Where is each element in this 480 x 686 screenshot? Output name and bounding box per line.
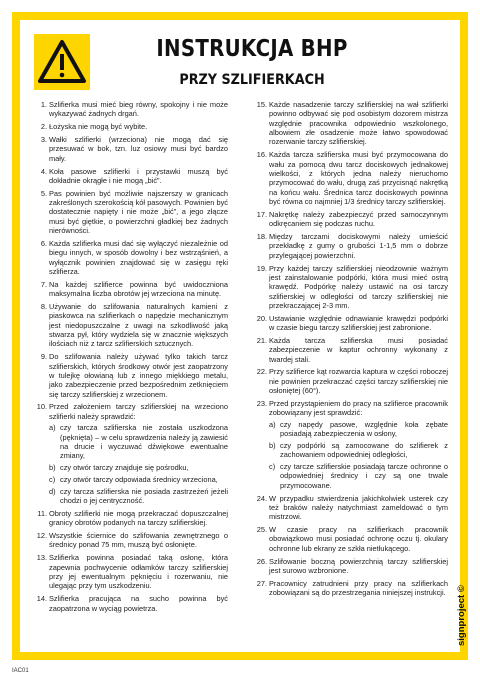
instruction-subitem (269, 462, 448, 490)
instruction-text: Do szlifowania należy używać tylko takich tarcz szlifierskich, których środkowy otwór jest zaopatrzony w tulejkę ołowianą lub z innego miękkiego metalu, jako zabezpieczenie przed bezpośrednim zetknięciem się tarczy szlifierskiej z wrzecionem. (49, 352, 228, 399)
instruction-number: 24 . (252, 494, 267, 503)
instruction-subitem (49, 463, 228, 472)
instruction-text: Pracownicy zatrudnieni przy pracy na szlifierkach zobowiązani są do przestrzegania niniejszej instrukcji. (269, 578, 448, 598)
instruction-text: Przy szlifierce kąt rozwarcia kaptura w części roboczej nie powinien przekraczać części tarczy szlifierskiej nie osłoniętej (60°). (269, 367, 448, 396)
subitem-letter: a ) (269, 420, 276, 429)
instruction-text: Przed założeniem tarczy szlifierskiej na wrzeciono szlifierki należy sprawdzić: (49, 402, 228, 421)
instruction-text: Koła pasowe szlifierki i przystawki muszą być dokładnie okrągłe i nie mogą „bić”. (49, 166, 228, 185)
subitem-letter: c ) (49, 475, 55, 484)
instruction-text: Szlifowanie boczną powierzchnią tarczy szlifierskiej jest surowo wzbronione. (269, 556, 448, 575)
instruction-text: Ustawianie względnie odnawianie krawędzi podpórki w czasie biegu tarczy szlifierskiej jest zabronione. (269, 313, 448, 333)
instruction-number: 8 . (32, 302, 47, 311)
instruction-item (252, 100, 448, 147)
instruction-number: 25 . (252, 525, 267, 534)
page-subtitle: PRZY SZLIFIERKACH (179, 72, 325, 88)
instruction-item (252, 525, 448, 553)
instruction-text: Łożyska nie mogą być wybite. (49, 122, 148, 132)
subitem-text: czy tarcza szlifierska nie została uszkodzona (pęknięta) – w celu sprawdzenia należy ją zawiesić na drucie i wyczuwać dźwiękowe ewentualne zmiany, (60, 423, 228, 461)
instruction-text: Wszystkie ściernice do szlifowania zewnętrznego o średnicy ponad 75 mm, muszą być osłonięte. (49, 531, 228, 550)
instruction-text: Każda tarcza szlifierska musi być przymocowana do wału za pomocą dwu tarcz dociskowych jednakowej wielkości, z których jedna należy nieruchomo przymocować do wału, drugą zaś przycisnąć nakrętką na końcu wału. Średnica tarcz dociskowych powinna być równa co najmniej 1/3 średnicy tarczy szlifierskiej. (269, 150, 448, 206)
instruction-item (252, 150, 448, 206)
instruction-number: 7 . (32, 280, 47, 289)
instruction-item (252, 367, 448, 395)
instruction-number: 6 . (32, 239, 47, 248)
instruction-number: 10 . (32, 402, 47, 411)
instruction-text: Wałki szlifierki (wrzeciona) nie mogą dać się przesuwać w bok, tzn. luz osiowy musi być bardzo mały. (49, 135, 228, 163)
instruction-text: Szlifierka musi mieć bieg równy, spokojny i nie może wykazywać żadnych drgań. (49, 100, 228, 119)
subitem-text: czy podpórki są zamocowane do szlifierek z zachowaniem odpowiedniej odległości, (280, 440, 448, 460)
instruction-text: Pas powinien być możliwie najszerszy w granicach zakreślonych szerokością kół pasowych. Powinien być dostatecznie napięty i nie może „bić”, a jego złącze musi być giętkie, o powierzchni gładkiej bez żadnych nierówności. (49, 188, 228, 236)
instruction-text: Między tarczami dociskowymi należy umieścić przekładkę z gumy o grubości 1-1,5 mm o dobrze przylegającej powierzchni. (269, 231, 448, 260)
subitem-text: czy napędy pasowe, względnie koła zębate posiadają zabezpieczenia w osłony, (280, 419, 448, 438)
instruction-number: 23 . (252, 399, 267, 408)
instruction-number: 16 . (252, 150, 267, 159)
instruction-item (252, 336, 448, 364)
instruction-item (252, 579, 448, 598)
instruction-item (252, 264, 448, 311)
instruction-number: 20 . (252, 314, 267, 323)
instruction-sublist (49, 423, 228, 505)
instruction-item (32, 280, 228, 299)
instruction-text: Każda szlifierka musi dać się wyłączyć niezależnie od biegu innych, w sposób dowolny i bez wstrząśnień, a wyłącznik powinien znajdować się w zasięgu ręki szlifierza. (49, 238, 228, 276)
instruction-item (32, 352, 228, 399)
instruction-item (32, 509, 228, 528)
instruction-item (32, 189, 228, 236)
instruction-number: 21 . (252, 336, 267, 345)
warning-triangle-icon (34, 34, 90, 90)
instruction-text: Przed przystąpieniem do pracy na szlifierce pracownik zobowiązany jest sprawdzić: (269, 398, 448, 418)
instruction-subitem (269, 420, 448, 439)
subitem-text: czy otwór tarczy odpowiada średnicy wrzeciona, (60, 474, 218, 484)
instruction-number: 12 . (32, 531, 47, 540)
subitem-letter: a ) (49, 423, 56, 432)
instruction-item (252, 314, 448, 333)
instructions-right-column (252, 100, 448, 601)
brand-label: signproject © (456, 585, 467, 646)
sign-panel (20, 20, 467, 652)
instruction-text: Każde nasadzenie tarczy szlifierskiej na wał szlifierki powinno odbywać się pod osobistym dozorem mistrza względnie pracownika odpowiednio wszkolonego, albowiem złe osadzenie może łatwo spowodować rozerwanie tarczy szlifierskiej. (269, 100, 448, 147)
instruction-item (252, 494, 448, 522)
instruction-text: W czasie pracy na szlifierkach pracownik obowiązkowo musi posiadać ochronę oczu tj. okulary ochronne lub ekrany ze szkła nietłukącego. (269, 525, 448, 553)
subitem-text: czy otwór tarczy znajduje się pośrodku, (60, 463, 189, 473)
instruction-text: Każda tarcza szlifierska musi posiadać zabezpieczenie w kaptur ochronny wykonany z twardej stali. (269, 335, 448, 364)
instruction-subitem (49, 423, 228, 460)
instruction-number: 26 . (252, 557, 267, 566)
instruction-number: 9 . (32, 352, 47, 361)
instruction-text: Obroty szlifierki nie mogą przekraczać dopuszczalnej granicy obrotów podanych na tarczy szlifierskiej. (49, 508, 228, 528)
instruction-text: Przy każdej tarczy szlifierskiej nieodzownie ważnym jest zainstalowanie podpórki, która musi mieć ostrą krawędź. Podpórkę należy ustawić na osi tarczy szlifierskiej w odległości od tarczy szlifierskiej nie przekraczającej 2-3 mm. (269, 263, 448, 310)
instruction-subitem (269, 441, 448, 460)
instruction-item (32, 531, 228, 550)
instruction-item (252, 210, 448, 229)
instruction-item (32, 167, 228, 186)
instructions-left-column (32, 100, 228, 616)
instruction-item (252, 232, 448, 260)
instruction-number: 14 . (32, 594, 47, 603)
instruction-text: Nakrętkę należy zabezpieczyć przed samoczynnym odkręcaniem się podczas ruchu. (269, 209, 448, 229)
instruction-number: 17 . (252, 210, 267, 219)
instruction-text: Szlifierka pracująca na sucho powinna być zaopatrzona w wyciąg powietrza. (49, 594, 228, 613)
instruction-number: 19 . (252, 264, 267, 273)
instruction-number: 27 . (252, 579, 267, 588)
instruction-subitem (49, 475, 228, 484)
instruction-number: 3 . (32, 135, 47, 144)
page-title: INSTRUKCJA BHP (156, 36, 348, 62)
instruction-text: Używanie do szlifowania naturalnych kamieni z piaskowca na szlifierkach o napędzie mechanicznym jest niedopuszczalne z uwagi na szkodliwość jaką stwarza pył, który wydziela się w znacznie większych ilościach niż z tarcz szlifierskich sztucznych. (49, 302, 228, 349)
subitem-letter: b ) (49, 463, 56, 472)
instruction-number: 5 . (32, 189, 47, 198)
instruction-number: 1 . (32, 100, 47, 109)
instruction-item (32, 122, 228, 131)
instruction-item (252, 399, 448, 490)
instruction-item (32, 135, 228, 163)
instruction-subitem (49, 487, 228, 506)
instruction-text: Szlifierka powinna posiadać taką osłonę, która zapewnia pochwycenie odłamków tarczy szlifierskiej przy jej ewentualnym pęknięciu i rozerwaniu, nie ulegając przy tym uszkodzeniu. (49, 553, 228, 591)
instruction-item (32, 402, 228, 505)
instruction-number: 22 . (252, 367, 267, 376)
instruction-number: 2 . (32, 122, 47, 131)
instruction-number: 13 . (32, 553, 47, 562)
instruction-text: Na każdej szlifierce powinna być uwidoczniona maksymalna liczba obrotów jej wrzeciona na minutę. (49, 279, 228, 299)
instruction-sublist (269, 420, 448, 490)
instruction-item (252, 557, 448, 576)
instruction-item (32, 239, 228, 276)
instruction-number: 11 . (32, 509, 47, 518)
instruction-number: 4 . (32, 167, 47, 176)
instruction-item (32, 594, 228, 613)
subitem-letter: d ) (49, 487, 56, 496)
subitem-text: czy tarcza szlifierska nie posiada zastrzeżeń jeżeli chodzi o jej centryczność. (60, 486, 228, 506)
subitem-letter: c ) (269, 462, 275, 471)
instruction-text: W przypadku stwierdzenia jakichkolwiek usterek czy też braków należy natychmiast zameldować o tym mistrzowi. (269, 493, 448, 522)
safety-sign-frame (12, 12, 468, 660)
instruction-item (32, 302, 228, 349)
subitem-text: czy tarcze szlifierskie posiadają tarcze ochronne o odpowiedniej średnicy i czy są one trwale przymocowane. (280, 462, 448, 490)
product-code: IAC01 (12, 668, 29, 674)
instruction-item (32, 553, 228, 590)
subitem-letter: b ) (269, 441, 276, 450)
instruction-number: 15 . (252, 100, 267, 109)
instruction-item (32, 100, 228, 119)
instruction-number: 18 . (252, 232, 267, 241)
